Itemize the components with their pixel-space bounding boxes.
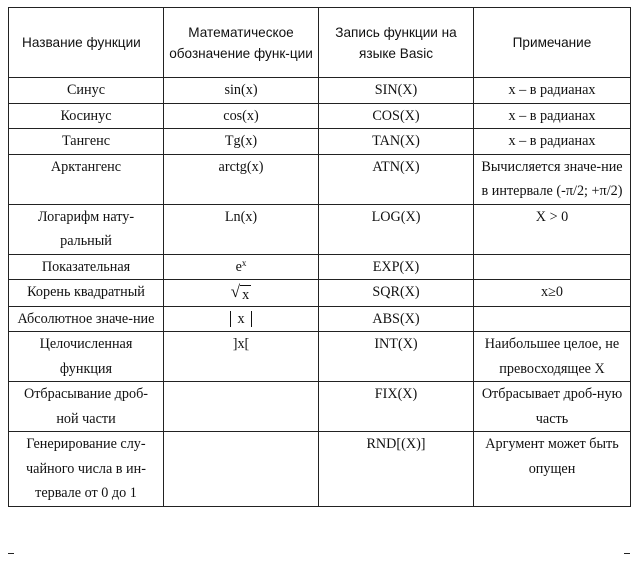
table-row: [9, 332, 631, 382]
sqrt-sign: √: [230, 282, 241, 301]
note-cell: X > 0: [474, 204, 631, 254]
math-cell: ]x[: [164, 332, 319, 382]
basic-cell: LOG(X): [319, 204, 474, 254]
table-row: [9, 254, 631, 280]
math-cell: Ln(x): [164, 204, 319, 254]
function-name-cell: Генерирование слу-чайного числа в ин-тервале от 0 до 1: [9, 432, 164, 507]
function-name-cell: Тангенс: [9, 129, 164, 155]
abs-expression: x: [230, 311, 251, 327]
math-cell: Tg(x): [164, 129, 319, 155]
math-cell: sin(x): [164, 78, 319, 104]
basic-cell: SQR(X): [319, 280, 474, 307]
table-row: [9, 382, 631, 432]
note-cell: x – в радианах: [474, 78, 631, 104]
header-note: Примечание: [474, 8, 631, 78]
note-cell: [474, 306, 631, 332]
page-footer-mark-left: [8, 553, 14, 554]
functions-table-container: [8, 7, 630, 507]
table-row: [9, 280, 631, 307]
math-cell: [164, 254, 319, 280]
functions-table: [8, 7, 631, 507]
math-cell: [164, 306, 319, 332]
math-cell: [164, 432, 319, 507]
math-cell: [164, 382, 319, 432]
table-row: [9, 306, 631, 332]
note-cell: Наибольшее целое, не превосходящее X: [474, 332, 631, 382]
table-row: [9, 103, 631, 129]
basic-cell: TAN(X): [319, 129, 474, 155]
basic-cell: ABS(X): [319, 306, 474, 332]
basic-cell: EXP(X): [319, 254, 474, 280]
basic-cell: ATN(X): [319, 154, 474, 204]
note-cell: x≥0: [474, 280, 631, 307]
function-name-cell: Показательная: [9, 254, 164, 280]
function-name-cell: Арктангенс: [9, 154, 164, 204]
table-row: [9, 154, 631, 204]
note-cell: Вычисляется значе-ние в интервале (-π/2; +π/2): [474, 154, 631, 204]
basic-cell: RND[(X)]: [319, 432, 474, 507]
note-cell: Аргумент может быть опущен: [474, 432, 631, 507]
table-row: [9, 432, 631, 507]
note-cell: Отбрасывает дроб-ную часть: [474, 382, 631, 432]
function-name-cell: Целочисленная функция: [9, 332, 164, 382]
note-cell: x – в радианах: [474, 103, 631, 129]
exp-superscript: x: [241, 257, 247, 268]
table-header-row: [9, 8, 631, 78]
basic-cell: SIN(X): [319, 78, 474, 104]
function-name-cell: Синус: [9, 78, 164, 104]
header-math-notation: [164, 8, 319, 78]
function-name-cell: Логарифм нату-ральный: [9, 204, 164, 254]
table-row: [9, 204, 631, 254]
basic-cell: COS(X): [319, 103, 474, 129]
note-cell: [474, 254, 631, 280]
function-name-cell: Корень квадратный: [9, 280, 164, 307]
function-name-cell: Отбрасывание дроб-ной части: [9, 382, 164, 432]
function-name-cell: Абсолютное значе-ние: [9, 306, 164, 332]
header-math-notation-text: Математическое обозначение функ-ции: [169, 24, 313, 61]
math-cell: cos(x): [164, 103, 319, 129]
math-cell: [164, 280, 319, 307]
sqrt-expression: [231, 280, 251, 306]
exp-base: e: [235, 258, 242, 275]
sqrt-radicand: x: [242, 287, 250, 303]
header-function-name: Название функции: [9, 8, 164, 78]
note-cell: x – в радианах: [474, 129, 631, 155]
function-name-cell: Косинус: [9, 103, 164, 129]
math-cell: arctg(x): [164, 154, 319, 204]
page-footer-mark-right: [624, 553, 630, 554]
header-basic-notation: Запись функции на языке Basic: [319, 8, 474, 78]
table-row: [9, 129, 631, 155]
basic-cell: FIX(X): [319, 382, 474, 432]
basic-cell: INT(X): [319, 332, 474, 382]
table-row: [9, 78, 631, 104]
